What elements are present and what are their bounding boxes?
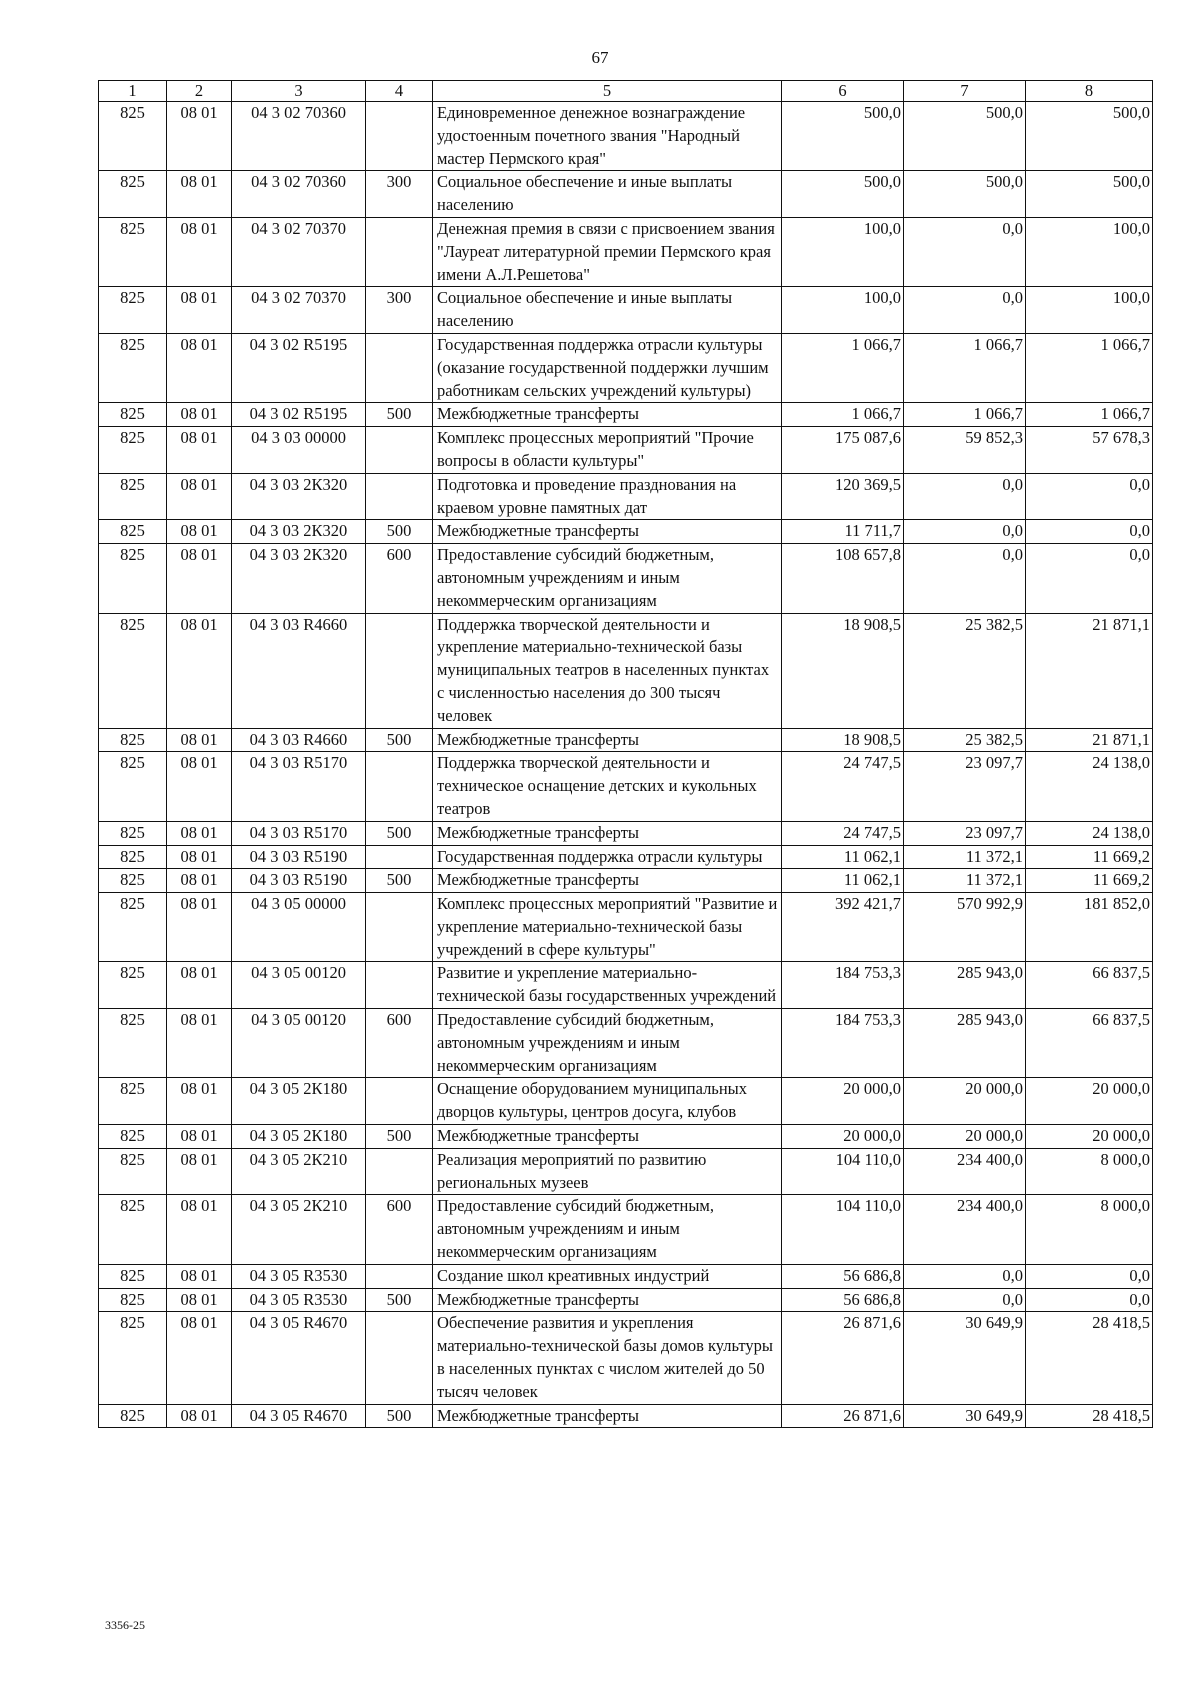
section-code-cell: 08 01 — [167, 613, 232, 728]
table-row — [99, 427, 1153, 474]
admin-code-cell: 825 — [99, 427, 167, 474]
amount-col8-cell: 20 000,0 — [1026, 1078, 1153, 1125]
table-row — [99, 473, 1153, 520]
table-row — [99, 1009, 1153, 1078]
table-row — [99, 544, 1153, 613]
header-row — [99, 81, 1153, 102]
description-cell: Поддержка творческой деятельности и техническое оснащение детских и кукольных театров — [433, 752, 782, 821]
column-header: 1 — [99, 81, 167, 102]
expense-type-cell — [366, 333, 433, 402]
amount-col8-cell: 0,0 — [1026, 473, 1153, 520]
amount-col6-cell: 20 000,0 — [782, 1078, 904, 1125]
admin-code-cell: 825 — [99, 1404, 167, 1428]
admin-code-cell: 825 — [99, 1148, 167, 1195]
expense-type-cell — [366, 752, 433, 821]
table-row — [99, 728, 1153, 752]
section-code-cell: 08 01 — [167, 171, 232, 218]
column-header: 8 — [1026, 81, 1153, 102]
section-code-cell: 08 01 — [167, 473, 232, 520]
section-code-cell: 08 01 — [167, 217, 232, 286]
amount-col8-cell: 66 837,5 — [1026, 1009, 1153, 1078]
section-code-cell: 08 01 — [167, 403, 232, 427]
table-row — [99, 869, 1153, 893]
amount-col7-cell: 570 992,9 — [904, 893, 1026, 962]
target-article-cell: 04 3 02 70360 — [232, 102, 366, 171]
admin-code-cell: 825 — [99, 1288, 167, 1312]
expense-type-cell: 500 — [366, 1125, 433, 1149]
admin-code-cell: 825 — [99, 1078, 167, 1125]
table-row — [99, 333, 1153, 402]
column-header: 5 — [433, 81, 782, 102]
section-code-cell: 08 01 — [167, 1148, 232, 1195]
table-body — [99, 102, 1153, 1428]
table-row — [99, 217, 1153, 286]
expense-type-cell: 500 — [366, 821, 433, 845]
amount-col7-cell: 30 649,9 — [904, 1312, 1026, 1404]
section-code-cell: 08 01 — [167, 102, 232, 171]
target-article-cell: 04 3 05 00120 — [232, 1009, 366, 1078]
table-row — [99, 1195, 1153, 1264]
target-article-cell: 04 3 02 70370 — [232, 287, 366, 334]
target-article-cell: 04 3 05 R4670 — [232, 1404, 366, 1428]
description-cell: Предоставление субсидий бюджетным, автономным учреждениям и иным некоммерческим организациям — [433, 1009, 782, 1078]
admin-code-cell: 825 — [99, 613, 167, 728]
description-cell: Развитие и укрепление материально-технической базы государственных учреждений — [433, 962, 782, 1009]
table-row — [99, 520, 1153, 544]
amount-col7-cell: 59 852,3 — [904, 427, 1026, 474]
amount-col7-cell: 11 372,1 — [904, 845, 1026, 869]
amount-col7-cell: 1 066,7 — [904, 403, 1026, 427]
target-article-cell: 04 3 03 R5190 — [232, 845, 366, 869]
expense-type-cell: 500 — [366, 1288, 433, 1312]
description-cell: Межбюджетные трансферты — [433, 403, 782, 427]
target-article-cell: 04 3 05 R3530 — [232, 1264, 366, 1288]
expense-type-cell: 500 — [366, 728, 433, 752]
column-header: 6 — [782, 81, 904, 102]
table-row — [99, 1288, 1153, 1312]
table-row — [99, 171, 1153, 218]
amount-col6-cell: 1 066,7 — [782, 403, 904, 427]
amount-col6-cell: 100,0 — [782, 217, 904, 286]
description-cell: Обеспечение развития и укрепления материально-технической базы домов культуры в населенных пунктах с числом жителей до 50 тысяч человек — [433, 1312, 782, 1404]
section-code-cell: 08 01 — [167, 427, 232, 474]
admin-code-cell: 825 — [99, 217, 167, 286]
admin-code-cell: 825 — [99, 333, 167, 402]
target-article-cell: 04 3 05 00120 — [232, 962, 366, 1009]
amount-col8-cell: 57 678,3 — [1026, 427, 1153, 474]
table-row — [99, 1125, 1153, 1149]
column-header: 3 — [232, 81, 366, 102]
description-cell: Единовременное денежное вознаграждение удостоенным почетного звания "Народный мастер Пермского края" — [433, 102, 782, 171]
amount-col6-cell: 104 110,0 — [782, 1195, 904, 1264]
target-article-cell: 04 3 03 R5170 — [232, 821, 366, 845]
amount-col6-cell: 56 686,8 — [782, 1264, 904, 1288]
section-code-cell: 08 01 — [167, 962, 232, 1009]
amount-col6-cell: 120 369,5 — [782, 473, 904, 520]
amount-col6-cell: 184 753,3 — [782, 962, 904, 1009]
description-cell: Социальное обеспечение и иные выплаты населению — [433, 287, 782, 334]
amount-col7-cell: 0,0 — [904, 544, 1026, 613]
table-row — [99, 893, 1153, 962]
section-code-cell: 08 01 — [167, 1264, 232, 1288]
amount-col6-cell: 500,0 — [782, 171, 904, 218]
amount-col8-cell: 100,0 — [1026, 217, 1153, 286]
target-article-cell: 04 3 02 70370 — [232, 217, 366, 286]
description-cell: Межбюджетные трансферты — [433, 728, 782, 752]
admin-code-cell: 825 — [99, 1125, 167, 1149]
amount-col7-cell: 1 066,7 — [904, 333, 1026, 402]
target-article-cell: 04 3 05 00000 — [232, 893, 366, 962]
amount-col6-cell: 184 753,3 — [782, 1009, 904, 1078]
target-article-cell: 04 3 05 R3530 — [232, 1288, 366, 1312]
amount-col8-cell: 28 418,5 — [1026, 1312, 1153, 1404]
admin-code-cell: 825 — [99, 728, 167, 752]
budget-table — [98, 80, 1153, 1428]
admin-code-cell: 825 — [99, 869, 167, 893]
amount-col8-cell: 500,0 — [1026, 171, 1153, 218]
amount-col8-cell: 28 418,5 — [1026, 1404, 1153, 1428]
amount-col7-cell: 500,0 — [904, 102, 1026, 171]
section-code-cell: 08 01 — [167, 333, 232, 402]
admin-code-cell: 825 — [99, 403, 167, 427]
table-row — [99, 287, 1153, 334]
table-row — [99, 845, 1153, 869]
amount-col7-cell: 0,0 — [904, 287, 1026, 334]
expense-type-cell: 500 — [366, 520, 433, 544]
expense-type-cell — [366, 613, 433, 728]
admin-code-cell: 825 — [99, 962, 167, 1009]
description-cell: Межбюджетные трансферты — [433, 1404, 782, 1428]
amount-col7-cell: 234 400,0 — [904, 1195, 1026, 1264]
target-article-cell: 04 3 05 R4670 — [232, 1312, 366, 1404]
target-article-cell: 04 3 03 2К320 — [232, 473, 366, 520]
amount-col8-cell: 0,0 — [1026, 1264, 1153, 1288]
column-header: 7 — [904, 81, 1026, 102]
expense-type-cell — [366, 473, 433, 520]
amount-col7-cell: 0,0 — [904, 217, 1026, 286]
amount-col6-cell: 1 066,7 — [782, 333, 904, 402]
table-row — [99, 1264, 1153, 1288]
amount-col6-cell: 18 908,5 — [782, 613, 904, 728]
amount-col7-cell: 20 000,0 — [904, 1078, 1026, 1125]
admin-code-cell: 825 — [99, 1195, 167, 1264]
expense-type-cell: 300 — [366, 171, 433, 218]
expense-type-cell — [366, 845, 433, 869]
amount-col8-cell: 66 837,5 — [1026, 962, 1153, 1009]
description-cell: Межбюджетные трансферты — [433, 1288, 782, 1312]
admin-code-cell: 825 — [99, 1312, 167, 1404]
description-cell: Межбюджетные трансферты — [433, 520, 782, 544]
section-code-cell: 08 01 — [167, 845, 232, 869]
admin-code-cell: 825 — [99, 520, 167, 544]
amount-col6-cell: 26 871,6 — [782, 1312, 904, 1404]
column-header: 2 — [167, 81, 232, 102]
description-cell: Оснащение оборудованием муниципальных дворцов культуры, центров досуга, клубов — [433, 1078, 782, 1125]
amount-col8-cell: 11 669,2 — [1026, 869, 1153, 893]
expense-type-cell: 500 — [366, 869, 433, 893]
amount-col6-cell: 100,0 — [782, 287, 904, 334]
admin-code-cell: 825 — [99, 1009, 167, 1078]
expense-type-cell: 600 — [366, 544, 433, 613]
admin-code-cell: 825 — [99, 821, 167, 845]
description-cell: Подготовка и проведение празднования на краевом уровне памятных дат — [433, 473, 782, 520]
target-article-cell: 04 3 03 2К320 — [232, 544, 366, 613]
description-cell: Комплекс процессных мероприятий "Развитие и укрепление материально-технической базы учреждений в сфере культуры" — [433, 893, 782, 962]
section-code-cell: 08 01 — [167, 1288, 232, 1312]
amount-col6-cell: 108 657,8 — [782, 544, 904, 613]
amount-col7-cell: 0,0 — [904, 1288, 1026, 1312]
admin-code-cell: 825 — [99, 752, 167, 821]
target-article-cell: 04 3 03 00000 — [232, 427, 366, 474]
description-cell: Реализация мероприятий по развитию региональных музеев — [433, 1148, 782, 1195]
admin-code-cell: 825 — [99, 287, 167, 334]
section-code-cell: 08 01 — [167, 1312, 232, 1404]
description-cell: Социальное обеспечение и иные выплаты населению — [433, 171, 782, 218]
amount-col6-cell: 175 087,6 — [782, 427, 904, 474]
section-code-cell: 08 01 — [167, 752, 232, 821]
target-article-cell: 04 3 02 70360 — [232, 171, 366, 218]
amount-col8-cell: 0,0 — [1026, 1288, 1153, 1312]
description-cell: Поддержка творческой деятельности и укрепление материально-технической базы муниципальных театров в населенных пунктах с численностью населения до 300 тысяч человек — [433, 613, 782, 728]
target-article-cell: 04 3 03 R4660 — [232, 613, 366, 728]
target-article-cell: 04 3 03 R5190 — [232, 869, 366, 893]
description-cell: Межбюджетные трансферты — [433, 869, 782, 893]
expense-type-cell: 500 — [366, 403, 433, 427]
table-row — [99, 403, 1153, 427]
amount-col7-cell: 0,0 — [904, 520, 1026, 544]
description-cell: Комплекс процессных мероприятий "Прочие вопросы в области культуры" — [433, 427, 782, 474]
document-code: 3356-25 — [105, 1618, 145, 1632]
expense-type-cell — [366, 1264, 433, 1288]
amount-col6-cell: 11 711,7 — [782, 520, 904, 544]
description-cell: Предоставление субсидий бюджетным, автономным учреждениям и иным некоммерческим организациям — [433, 1195, 782, 1264]
admin-code-cell: 825 — [99, 544, 167, 613]
amount-col6-cell: 500,0 — [782, 102, 904, 171]
target-article-cell: 04 3 03 2К320 — [232, 520, 366, 544]
section-code-cell: 08 01 — [167, 728, 232, 752]
expense-type-cell: 300 — [366, 287, 433, 334]
expense-type-cell: 600 — [366, 1009, 433, 1078]
amount-col8-cell: 11 669,2 — [1026, 845, 1153, 869]
description-cell: Предоставление субсидий бюджетным, автономным учреждениям и иным некоммерческим организациям — [433, 544, 782, 613]
section-code-cell: 08 01 — [167, 869, 232, 893]
page-number: 67 — [591, 48, 609, 67]
table-row — [99, 821, 1153, 845]
target-article-cell: 04 3 05 2К180 — [232, 1125, 366, 1149]
amount-col7-cell: 500,0 — [904, 171, 1026, 218]
expense-type-cell — [366, 102, 433, 171]
amount-col7-cell: 285 943,0 — [904, 1009, 1026, 1078]
expense-type-cell — [366, 1148, 433, 1195]
amount-col7-cell: 23 097,7 — [904, 821, 1026, 845]
section-code-cell: 08 01 — [167, 893, 232, 962]
amount-col7-cell: 0,0 — [904, 1264, 1026, 1288]
amount-col6-cell: 20 000,0 — [782, 1125, 904, 1149]
section-code-cell: 08 01 — [167, 520, 232, 544]
amount-col8-cell: 1 066,7 — [1026, 403, 1153, 427]
amount-col8-cell: 0,0 — [1026, 520, 1153, 544]
expense-type-cell: 600 — [366, 1195, 433, 1264]
amount-col7-cell: 23 097,7 — [904, 752, 1026, 821]
amount-col8-cell: 8 000,0 — [1026, 1148, 1153, 1195]
amount-col8-cell: 100,0 — [1026, 287, 1153, 334]
description-cell: Создание школ креативных индустрий — [433, 1264, 782, 1288]
amount-col8-cell: 8 000,0 — [1026, 1195, 1153, 1264]
amount-col6-cell: 24 747,5 — [782, 821, 904, 845]
target-article-cell: 04 3 03 R4660 — [232, 728, 366, 752]
target-article-cell: 04 3 02 R5195 — [232, 403, 366, 427]
table-row — [99, 1312, 1153, 1404]
table-row — [99, 102, 1153, 171]
amount-col8-cell: 20 000,0 — [1026, 1125, 1153, 1149]
table-row — [99, 1078, 1153, 1125]
description-cell: Межбюджетные трансферты — [433, 821, 782, 845]
expense-type-cell — [366, 893, 433, 962]
target-article-cell: 04 3 03 R5170 — [232, 752, 366, 821]
expense-type-cell: 500 — [366, 1404, 433, 1428]
description-cell: Государственная поддержка отрасли культуры (оказание государственной поддержки лучшим работникам сельских учреждений культуры) — [433, 333, 782, 402]
description-cell: Межбюджетные трансферты — [433, 1125, 782, 1149]
target-article-cell: 04 3 05 2К210 — [232, 1148, 366, 1195]
table-row — [99, 1148, 1153, 1195]
amount-col6-cell: 56 686,8 — [782, 1288, 904, 1312]
table-row — [99, 962, 1153, 1009]
admin-code-cell: 825 — [99, 102, 167, 171]
admin-code-cell: 825 — [99, 845, 167, 869]
amount-col8-cell: 1 066,7 — [1026, 333, 1153, 402]
amount-col8-cell: 21 871,1 — [1026, 728, 1153, 752]
admin-code-cell: 825 — [99, 893, 167, 962]
table-row — [99, 1404, 1153, 1428]
expense-type-cell — [366, 962, 433, 1009]
amount-col7-cell: 25 382,5 — [904, 613, 1026, 728]
amount-col7-cell: 285 943,0 — [904, 962, 1026, 1009]
amount-col8-cell: 181 852,0 — [1026, 893, 1153, 962]
amount-col6-cell: 104 110,0 — [782, 1148, 904, 1195]
amount-col8-cell: 21 871,1 — [1026, 613, 1153, 728]
amount-col6-cell: 392 421,7 — [782, 893, 904, 962]
amount-col6-cell: 18 908,5 — [782, 728, 904, 752]
amount-col6-cell: 11 062,1 — [782, 845, 904, 869]
column-header: 4 — [366, 81, 433, 102]
section-code-cell: 08 01 — [167, 1078, 232, 1125]
amount-col8-cell: 24 138,0 — [1026, 821, 1153, 845]
description-cell: Государственная поддержка отрасли культуры — [433, 845, 782, 869]
admin-code-cell: 825 — [99, 1264, 167, 1288]
section-code-cell: 08 01 — [167, 544, 232, 613]
section-code-cell: 08 01 — [167, 1195, 232, 1264]
amount-col7-cell: 11 372,1 — [904, 869, 1026, 893]
table-row — [99, 613, 1153, 728]
amount-col8-cell: 500,0 — [1026, 102, 1153, 171]
description-cell: Денежная премия в связи с присвоением звания "Лауреат литературной премии Пермского края имени А.Л.Решетова" — [433, 217, 782, 286]
table-row — [99, 752, 1153, 821]
amount-col6-cell: 24 747,5 — [782, 752, 904, 821]
amount-col7-cell: 30 649,9 — [904, 1404, 1026, 1428]
admin-code-cell: 825 — [99, 473, 167, 520]
section-code-cell: 08 01 — [167, 1404, 232, 1428]
amount-col6-cell: 26 871,6 — [782, 1404, 904, 1428]
target-article-cell: 04 3 05 2К180 — [232, 1078, 366, 1125]
expense-type-cell — [366, 427, 433, 474]
expense-type-cell — [366, 1312, 433, 1404]
amount-col6-cell: 11 062,1 — [782, 869, 904, 893]
amount-col7-cell: 25 382,5 — [904, 728, 1026, 752]
amount-col8-cell: 0,0 — [1026, 544, 1153, 613]
admin-code-cell: 825 — [99, 171, 167, 218]
section-code-cell: 08 01 — [167, 1009, 232, 1078]
amount-col7-cell: 0,0 — [904, 473, 1026, 520]
amount-col7-cell: 234 400,0 — [904, 1148, 1026, 1195]
expense-type-cell — [366, 217, 433, 286]
target-article-cell: 04 3 05 2К210 — [232, 1195, 366, 1264]
section-code-cell: 08 01 — [167, 1125, 232, 1149]
target-article-cell: 04 3 02 R5195 — [232, 333, 366, 402]
expense-type-cell — [366, 1078, 433, 1125]
amount-col8-cell: 24 138,0 — [1026, 752, 1153, 821]
section-code-cell: 08 01 — [167, 287, 232, 334]
section-code-cell: 08 01 — [167, 821, 232, 845]
amount-col7-cell: 20 000,0 — [904, 1125, 1026, 1149]
